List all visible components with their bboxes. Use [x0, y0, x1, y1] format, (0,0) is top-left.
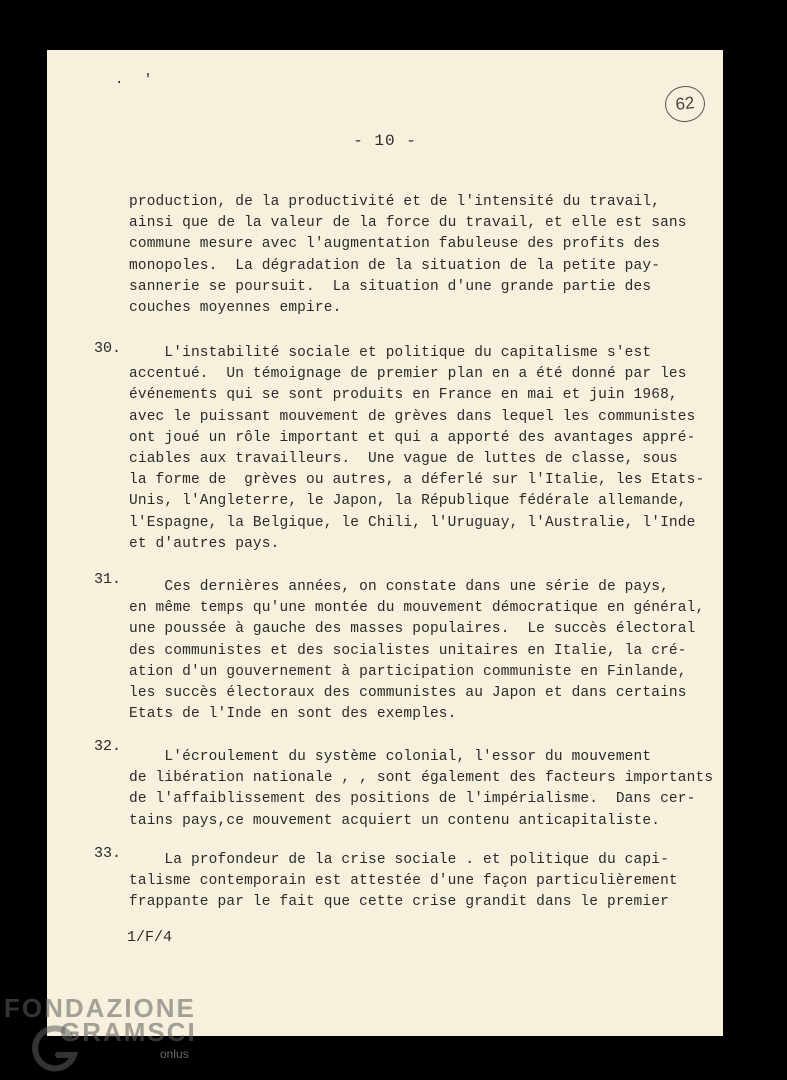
text-line: Unis, l'Angleterre, le Japon, la République fédérale allemande,	[129, 493, 687, 510]
watermark-line-2: GRAMSCI	[60, 1017, 197, 1047]
text-line: événements qui se sont produits en France en mai et juin 1968,	[129, 387, 678, 404]
text-line: les succès électoraux des communistes au Japon et dans certains	[129, 685, 687, 702]
text-line: ont joué un rôle important et qui a apporté des avantages appré-	[129, 429, 696, 446]
text-line: ainsi que de la valeur de la force du travail, et elle est sans	[129, 215, 687, 232]
document-page	[47, 50, 723, 1036]
text-line: l'Espagne, la Belgique, le Chili, l'Uruguay, l'Australie, l'Inde	[129, 514, 696, 531]
text-line: talisme contemporain est attestée d'une façon particulièrement	[129, 873, 678, 890]
section-number: 33.	[94, 845, 122, 862]
text-line: accentué. Un témoignage de premier plan en a été donné par les	[129, 366, 687, 383]
text-line: et d'autres pays.	[129, 535, 280, 552]
section-33-paragraph	[129, 850, 719, 914]
text-line: frappante par le fait que cette crise grandit dans le premier	[129, 894, 669, 911]
footer-reference: 1/F/4	[127, 929, 173, 946]
text-line: La profondeur de la crise sociale . et politique du capi-	[129, 852, 669, 868]
text-line: de libération nationale , , sont également des facteurs importants	[129, 770, 714, 787]
text-line: ciables aux travailleurs. Une vague de luttes de classe, sous	[129, 451, 678, 468]
page-number: - 10 -	[353, 132, 417, 150]
text-line: sannerie se poursuit. La situation d'une grande partie des	[129, 278, 652, 295]
section-30-paragraph	[129, 343, 719, 555]
watermark-line-1: FONDAZIONE	[4, 993, 196, 1023]
text-line: ation d'un gouvernement à participation communiste en Finlande,	[129, 663, 687, 680]
text-line: la forme de grèves ou autres, a déferlé sur l'Italie, les Etats-	[129, 472, 705, 489]
text-line: L'instabilité sociale et politique du capitalisme s'est	[129, 345, 652, 361]
section-31-paragraph	[129, 577, 719, 725]
text-line: L'écroulement du système colonial, l'essor du mouvement	[129, 749, 652, 765]
section-number: 32.	[94, 738, 122, 755]
text-line: production, de la productivité et de l'intensité du travail,	[129, 194, 661, 210]
text-line: de l'affaiblissement des positions de l'impérialisme. Dans cer-	[129, 791, 696, 808]
text-line: Etats de l'Inde en sont des exemples.	[129, 706, 457, 723]
text-line: tains pays,ce mouvement acquiert un contenu anticapitaliste.	[129, 812, 661, 829]
section-32-paragraph	[129, 747, 719, 832]
text-line: commune mesure avec l'augmentation fabuleuse des profits des	[129, 236, 661, 253]
corner-marks: . '	[115, 72, 159, 88]
text-line: avec le puissant mouvement de grèves dans lequel les communistes	[129, 408, 696, 425]
text-line: des communistes et des socialistes unitaires en Italie, la cré-	[129, 642, 687, 659]
text-line: en même temps qu'une montée du mouvement démocratique en général,	[129, 600, 705, 617]
intro-paragraph	[129, 192, 719, 319]
text-line: monopoles. La dégradation de la situation de la petite pay-	[129, 257, 661, 274]
section-number: 30.	[94, 340, 122, 357]
text-line: une poussée à gauche des masses populaires. Le succès électoral	[129, 621, 696, 638]
watermark-suffix: onlus	[160, 1047, 189, 1061]
text-line: couches moyennes empire.	[129, 300, 342, 317]
text-line: Ces dernières années, on constate dans une série de pays,	[129, 579, 669, 595]
archive-number-stamp: 62	[663, 84, 707, 124]
section-number: 31.	[94, 571, 122, 588]
